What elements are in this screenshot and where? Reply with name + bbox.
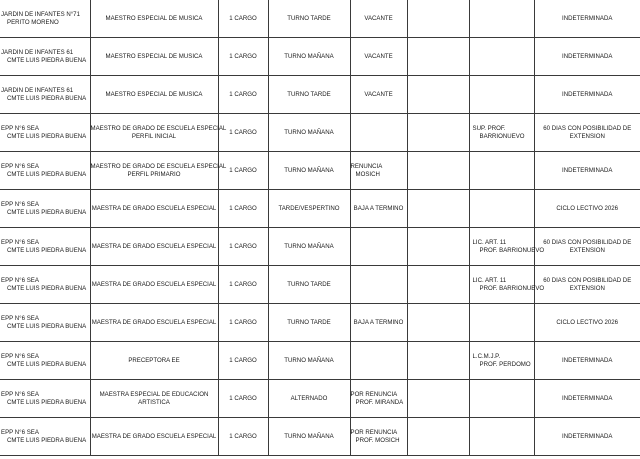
school-cell[interactable] bbox=[0, 380, 90, 418]
duration-cell-line: INDETERMINADA bbox=[562, 90, 613, 98]
shift-cell[interactable] bbox=[268, 418, 350, 456]
school-cell[interactable] bbox=[0, 304, 90, 342]
status-cell-line: BAJA A TERMINO bbox=[353, 318, 404, 326]
role-cell-line: MAESTRA DE GRADO ESCUELA ESPECIAL bbox=[91, 318, 217, 326]
duration-cell-line: INDETERMINADA bbox=[562, 432, 613, 440]
quantity-cell[interactable] bbox=[218, 304, 268, 342]
role-cell[interactable] bbox=[90, 304, 218, 342]
role-cell-line: MAESTRA DE GRADO ESCUELA ESPECIAL bbox=[91, 432, 217, 440]
quantity-cell[interactable] bbox=[218, 380, 268, 418]
status-cell-line: BAJA A TERMINO bbox=[353, 204, 404, 212]
status-cell-line: VACANTE bbox=[364, 14, 393, 22]
status-cell-line: RENUNCIA bbox=[350, 162, 383, 170]
shift-cell[interactable] bbox=[268, 76, 350, 114]
holder-cell[interactable] bbox=[469, 76, 534, 114]
duration-cell[interactable] bbox=[534, 228, 640, 266]
quantity-cell-text: 1 CARGO bbox=[229, 90, 257, 98]
shift-cell[interactable] bbox=[268, 228, 350, 266]
role-cell-line: ARTISTICA bbox=[138, 398, 170, 406]
duration-cell-line: INDETERMINADA bbox=[562, 166, 613, 174]
school-cell-line: JARDIN DE INFANTES 61 bbox=[1, 86, 74, 94]
role-cell-line: MAESTRO DE GRADO DE ESCUELA ESPECIAL bbox=[90, 162, 227, 170]
status-cell[interactable] bbox=[350, 190, 407, 228]
shift-cell-text: TARDE/VESPERTINO bbox=[278, 204, 340, 212]
school-cell-line: CMTE LUIS PIEDRA BUENA bbox=[7, 398, 87, 406]
shift-cell-text: TURNO MAÑANA bbox=[284, 356, 334, 364]
role-cell-line: MAESTRO DE GRADO DE ESCUELA ESPECIAL bbox=[90, 124, 227, 132]
quantity-cell-text: 1 CARGO bbox=[229, 356, 257, 364]
status-cell-line: MOSICH bbox=[355, 170, 380, 178]
school-cell-line: EPP N°6 SEA bbox=[1, 124, 39, 132]
status-cell[interactable] bbox=[350, 342, 407, 380]
empty-cell[interactable] bbox=[407, 76, 469, 114]
role-cell-line: PERFIL PRIMARIO bbox=[127, 170, 181, 178]
school-cell-line: CMTE LUIS PIEDRA BUENA bbox=[7, 170, 87, 178]
school-cell-line: EPP N°6 SEA bbox=[1, 352, 39, 360]
role-cell[interactable] bbox=[90, 380, 218, 418]
duration-cell-line: 60 DIAS CON POSIBILIDAD DE bbox=[543, 276, 632, 284]
duration-cell-line: CICLO LECTIVO 2026 bbox=[556, 204, 619, 212]
quantity-cell[interactable] bbox=[218, 228, 268, 266]
school-cell-line: EPP N°6 SEA bbox=[1, 428, 39, 436]
quantity-cell-text: 1 CARGO bbox=[229, 280, 257, 288]
duration-cell-line: INDETERMINADA bbox=[562, 356, 613, 364]
role-cell[interactable] bbox=[90, 266, 218, 304]
duration-cell-line: 60 DIAS CON POSIBILIDAD DE bbox=[543, 124, 632, 132]
shift-cell[interactable] bbox=[268, 266, 350, 304]
quantity-cell-text: 1 CARGO bbox=[229, 204, 257, 212]
status-cell-line: PROF. MOSICH bbox=[355, 436, 400, 444]
shift-cell[interactable] bbox=[268, 190, 350, 228]
quantity-cell-text: 1 CARGO bbox=[229, 242, 257, 250]
school-cell-line: CMTE LUIS PIEDRA BUENA bbox=[7, 436, 87, 444]
quantity-cell-text: 1 CARGO bbox=[229, 14, 257, 22]
school-cell-line: EPP N°6 SEA bbox=[1, 390, 39, 398]
shift-cell[interactable] bbox=[268, 380, 350, 418]
duration-cell[interactable] bbox=[534, 190, 640, 228]
status-cell[interactable] bbox=[350, 0, 407, 38]
empty-cell[interactable] bbox=[407, 190, 469, 228]
status-cell-line: VACANTE bbox=[364, 90, 393, 98]
duration-cell[interactable] bbox=[534, 418, 640, 456]
table-row bbox=[0, 38, 640, 76]
school-cell-line: CMTE LUIS PIEDRA BUENA bbox=[7, 132, 87, 140]
shift-cell[interactable] bbox=[268, 38, 350, 76]
quantity-cell[interactable] bbox=[218, 0, 268, 38]
holder-cell-line: L.C.M.J.P. bbox=[472, 352, 501, 360]
role-cell[interactable] bbox=[90, 418, 218, 456]
table-row bbox=[0, 342, 640, 380]
shift-cell-text: TURNO TARDE bbox=[287, 90, 331, 98]
duration-cell-line: INDETERMINADA bbox=[562, 52, 613, 60]
table-row bbox=[0, 76, 640, 114]
shift-cell[interactable] bbox=[268, 342, 350, 380]
role-cell-line: MAESTRA DE GRADO ESCUELA ESPECIAL bbox=[91, 242, 217, 250]
empty-cell[interactable] bbox=[407, 38, 469, 76]
empty-cell[interactable] bbox=[407, 304, 469, 342]
duration-cell-line: CICLO LECTIVO 2026 bbox=[556, 318, 619, 326]
holder-cell[interactable] bbox=[469, 190, 534, 228]
shift-cell-text: TURNO MAÑANA bbox=[284, 242, 334, 250]
school-cell-line: CMTE LUIS PIEDRA BUENA bbox=[7, 208, 87, 216]
holder-cell[interactable] bbox=[469, 304, 534, 342]
table-row bbox=[0, 152, 640, 190]
empty-cell[interactable] bbox=[407, 380, 469, 418]
duration-cell[interactable] bbox=[534, 152, 640, 190]
duration-cell[interactable] bbox=[534, 380, 640, 418]
quantity-cell[interactable] bbox=[218, 76, 268, 114]
holder-cell[interactable] bbox=[469, 152, 534, 190]
empty-cell[interactable] bbox=[407, 266, 469, 304]
role-cell-line: MAESTRA ESPECIAL DE EDUCACION bbox=[99, 390, 209, 398]
school-cell-line: EPP N°6 SEA bbox=[1, 276, 39, 284]
school-cell[interactable] bbox=[0, 76, 90, 114]
school-cell-line: EPP N°6 SEA bbox=[1, 238, 39, 246]
role-cell-line: MAESTRO ESPECIAL DE MUSICA bbox=[105, 52, 203, 60]
duration-cell[interactable] bbox=[534, 304, 640, 342]
table-row bbox=[0, 304, 640, 342]
school-cell-line: EPP N°6 SEA bbox=[1, 314, 39, 322]
school-cell-line: CMTE LUIS PIEDRA BUENA bbox=[7, 322, 87, 330]
holder-cell[interactable] bbox=[469, 38, 534, 76]
shift-cell-text: TURNO TARDE bbox=[287, 280, 331, 288]
duration-cell[interactable] bbox=[534, 342, 640, 380]
school-cell-line: EPP N°6 SEA bbox=[1, 200, 39, 208]
school-cell-line: CMTE LUIS PIEDRA BUENA bbox=[7, 284, 87, 292]
shift-cell[interactable] bbox=[268, 114, 350, 152]
empty-cell[interactable] bbox=[407, 152, 469, 190]
holder-cell[interactable] bbox=[469, 228, 545, 266]
role-cell[interactable] bbox=[90, 0, 218, 38]
school-cell-line: EPP N°6 SEA bbox=[1, 162, 39, 170]
duration-cell-line: EXTENSION bbox=[569, 132, 605, 140]
shift-cell[interactable] bbox=[268, 304, 350, 342]
school-cell-line: CMTE LUIS PIEDRA BUENA bbox=[7, 56, 87, 64]
holder-cell-line: BARRIONUEVO bbox=[479, 132, 525, 140]
duration-cell-line: EXTENSION bbox=[569, 246, 605, 254]
holder-cell[interactable] bbox=[469, 342, 534, 380]
status-cell[interactable] bbox=[350, 228, 407, 266]
quantity-cell-text: 1 CARGO bbox=[229, 318, 257, 326]
duration-cell-line: 60 DIAS CON POSIBILIDAD DE bbox=[543, 238, 632, 246]
school-cell-line: CMTE LUIS PIEDRA BUENA bbox=[7, 360, 87, 368]
holder-cell-line: LIC. ART. 11 bbox=[472, 238, 507, 246]
role-cell[interactable] bbox=[90, 342, 218, 380]
school-cell[interactable] bbox=[0, 342, 90, 380]
quantity-cell-text: 1 CARGO bbox=[229, 166, 257, 174]
status-cell[interactable] bbox=[350, 304, 407, 342]
holder-cell-line: PROF. BARRIONUEVO bbox=[479, 284, 545, 292]
school-cell-line: PERITO MORENO bbox=[7, 18, 59, 26]
status-cell-line: POR RENUNCIA bbox=[350, 390, 398, 398]
quantity-cell-text: 1 CARGO bbox=[229, 394, 257, 402]
status-cell[interactable] bbox=[350, 418, 407, 456]
duration-cell[interactable] bbox=[534, 0, 640, 38]
duration-cell-line: EXTENSION bbox=[569, 284, 605, 292]
shift-cell-text: TURNO TARDE bbox=[287, 14, 331, 22]
quantity-cell-text: 1 CARGO bbox=[229, 128, 257, 136]
status-cell[interactable] bbox=[350, 38, 407, 76]
quantity-cell[interactable] bbox=[218, 114, 268, 152]
duration-cell[interactable] bbox=[534, 114, 640, 152]
school-cell[interactable] bbox=[0, 152, 90, 190]
quantity-cell[interactable] bbox=[218, 152, 268, 190]
role-cell-line: MAESTRO ESPECIAL DE MUSICA bbox=[105, 90, 203, 98]
school-cell-line: CMTE LUIS PIEDRA BUENA bbox=[7, 246, 87, 254]
empty-cell[interactable] bbox=[407, 228, 469, 266]
status-cell[interactable] bbox=[350, 114, 407, 152]
duration-cell[interactable] bbox=[534, 76, 640, 114]
quantity-cell[interactable] bbox=[218, 266, 268, 304]
empty-cell[interactable] bbox=[407, 342, 469, 380]
role-cell-line: PRECEPTORA EE bbox=[128, 356, 180, 364]
shift-cell[interactable] bbox=[268, 152, 350, 190]
role-cell[interactable] bbox=[90, 190, 218, 228]
table-row bbox=[0, 190, 640, 228]
status-cell[interactable] bbox=[350, 76, 407, 114]
duration-cell[interactable] bbox=[534, 266, 640, 304]
empty-cell[interactable] bbox=[407, 0, 469, 38]
status-cell[interactable] bbox=[350, 380, 407, 418]
table-row bbox=[0, 114, 640, 152]
shift-cell-text: TURNO MAÑANA bbox=[284, 52, 334, 60]
duration-cell[interactable] bbox=[534, 38, 640, 76]
school-cell[interactable] bbox=[0, 190, 90, 228]
holder-cell[interactable] bbox=[469, 114, 534, 152]
holder-cell-line: PROF. PERDOMO bbox=[479, 360, 531, 368]
status-cell[interactable] bbox=[350, 152, 407, 190]
holder-cell[interactable] bbox=[469, 0, 534, 38]
quantity-cell-text: 1 CARGO bbox=[229, 52, 257, 60]
school-cell[interactable] bbox=[0, 266, 90, 304]
table-row bbox=[0, 266, 640, 304]
duration-cell-line: INDETERMINADA bbox=[562, 394, 613, 402]
empty-cell[interactable] bbox=[407, 114, 469, 152]
school-cell-line: JARDIN DE INFANTES 61 bbox=[1, 48, 74, 56]
holder-cell-line: PROF. BARRIONUEVO bbox=[479, 246, 545, 254]
status-cell[interactable] bbox=[350, 266, 407, 304]
table-row bbox=[0, 418, 640, 456]
school-cell[interactable] bbox=[0, 228, 90, 266]
holder-cell[interactable] bbox=[469, 418, 534, 456]
role-cell-line: MAESTRA DE GRADO ESCUELA ESPECIAL bbox=[91, 204, 217, 212]
holder-cell[interactable] bbox=[469, 380, 534, 418]
quantity-cell[interactable] bbox=[218, 38, 268, 76]
quantity-cell[interactable] bbox=[218, 342, 268, 380]
role-cell[interactable] bbox=[90, 152, 227, 190]
shift-cell-text: TURNO MAÑANA bbox=[284, 166, 334, 174]
shift-cell-text: TURNO MAÑANA bbox=[284, 432, 334, 440]
status-cell-line: VACANTE bbox=[364, 52, 393, 60]
holder-cell-line: LIC. ART. 11 bbox=[472, 276, 507, 284]
role-cell[interactable] bbox=[90, 228, 218, 266]
duration-cell-line: INDETERMINADA bbox=[562, 14, 613, 22]
role-cell-line: MAESTRA DE GRADO ESCUELA ESPECIAL bbox=[91, 280, 217, 288]
role-cell-line: PERFIL INICIAL bbox=[131, 132, 177, 140]
holder-cell[interactable] bbox=[469, 266, 545, 304]
school-cell-line: JARDIN DE INFANTES N°71 bbox=[1, 10, 80, 18]
shift-cell[interactable] bbox=[268, 0, 350, 38]
table-row bbox=[0, 380, 640, 418]
school-cell[interactable] bbox=[0, 114, 90, 152]
table-row bbox=[0, 0, 640, 38]
table-row bbox=[0, 228, 640, 266]
shift-cell-text: TURNO TARDE bbox=[287, 318, 331, 326]
quantity-cell[interactable] bbox=[218, 418, 268, 456]
status-cell-line: POR RENUNCIA bbox=[350, 428, 398, 436]
empty-cell[interactable] bbox=[407, 418, 469, 456]
school-cell[interactable] bbox=[0, 0, 90, 38]
role-cell[interactable] bbox=[90, 76, 218, 114]
shift-cell-text: TURNO MAÑANA bbox=[284, 128, 334, 136]
role-cell-line: MAESTRO ESPECIAL DE MUSICA bbox=[105, 14, 203, 22]
status-cell-line: PROF. MIRANDA bbox=[355, 398, 404, 406]
school-cell[interactable] bbox=[0, 418, 90, 456]
school-cell[interactable] bbox=[0, 38, 90, 76]
role-cell[interactable] bbox=[90, 114, 227, 152]
shift-cell-text: ALTERNADO bbox=[290, 394, 328, 402]
quantity-cell-text: 1 CARGO bbox=[229, 432, 257, 440]
holder-cell-line: SUP. PROF. bbox=[472, 124, 506, 132]
school-cell-line: CMTE LUIS PIEDRA BUENA bbox=[7, 94, 87, 102]
role-cell[interactable] bbox=[90, 38, 218, 76]
quantity-cell[interactable] bbox=[218, 190, 268, 228]
